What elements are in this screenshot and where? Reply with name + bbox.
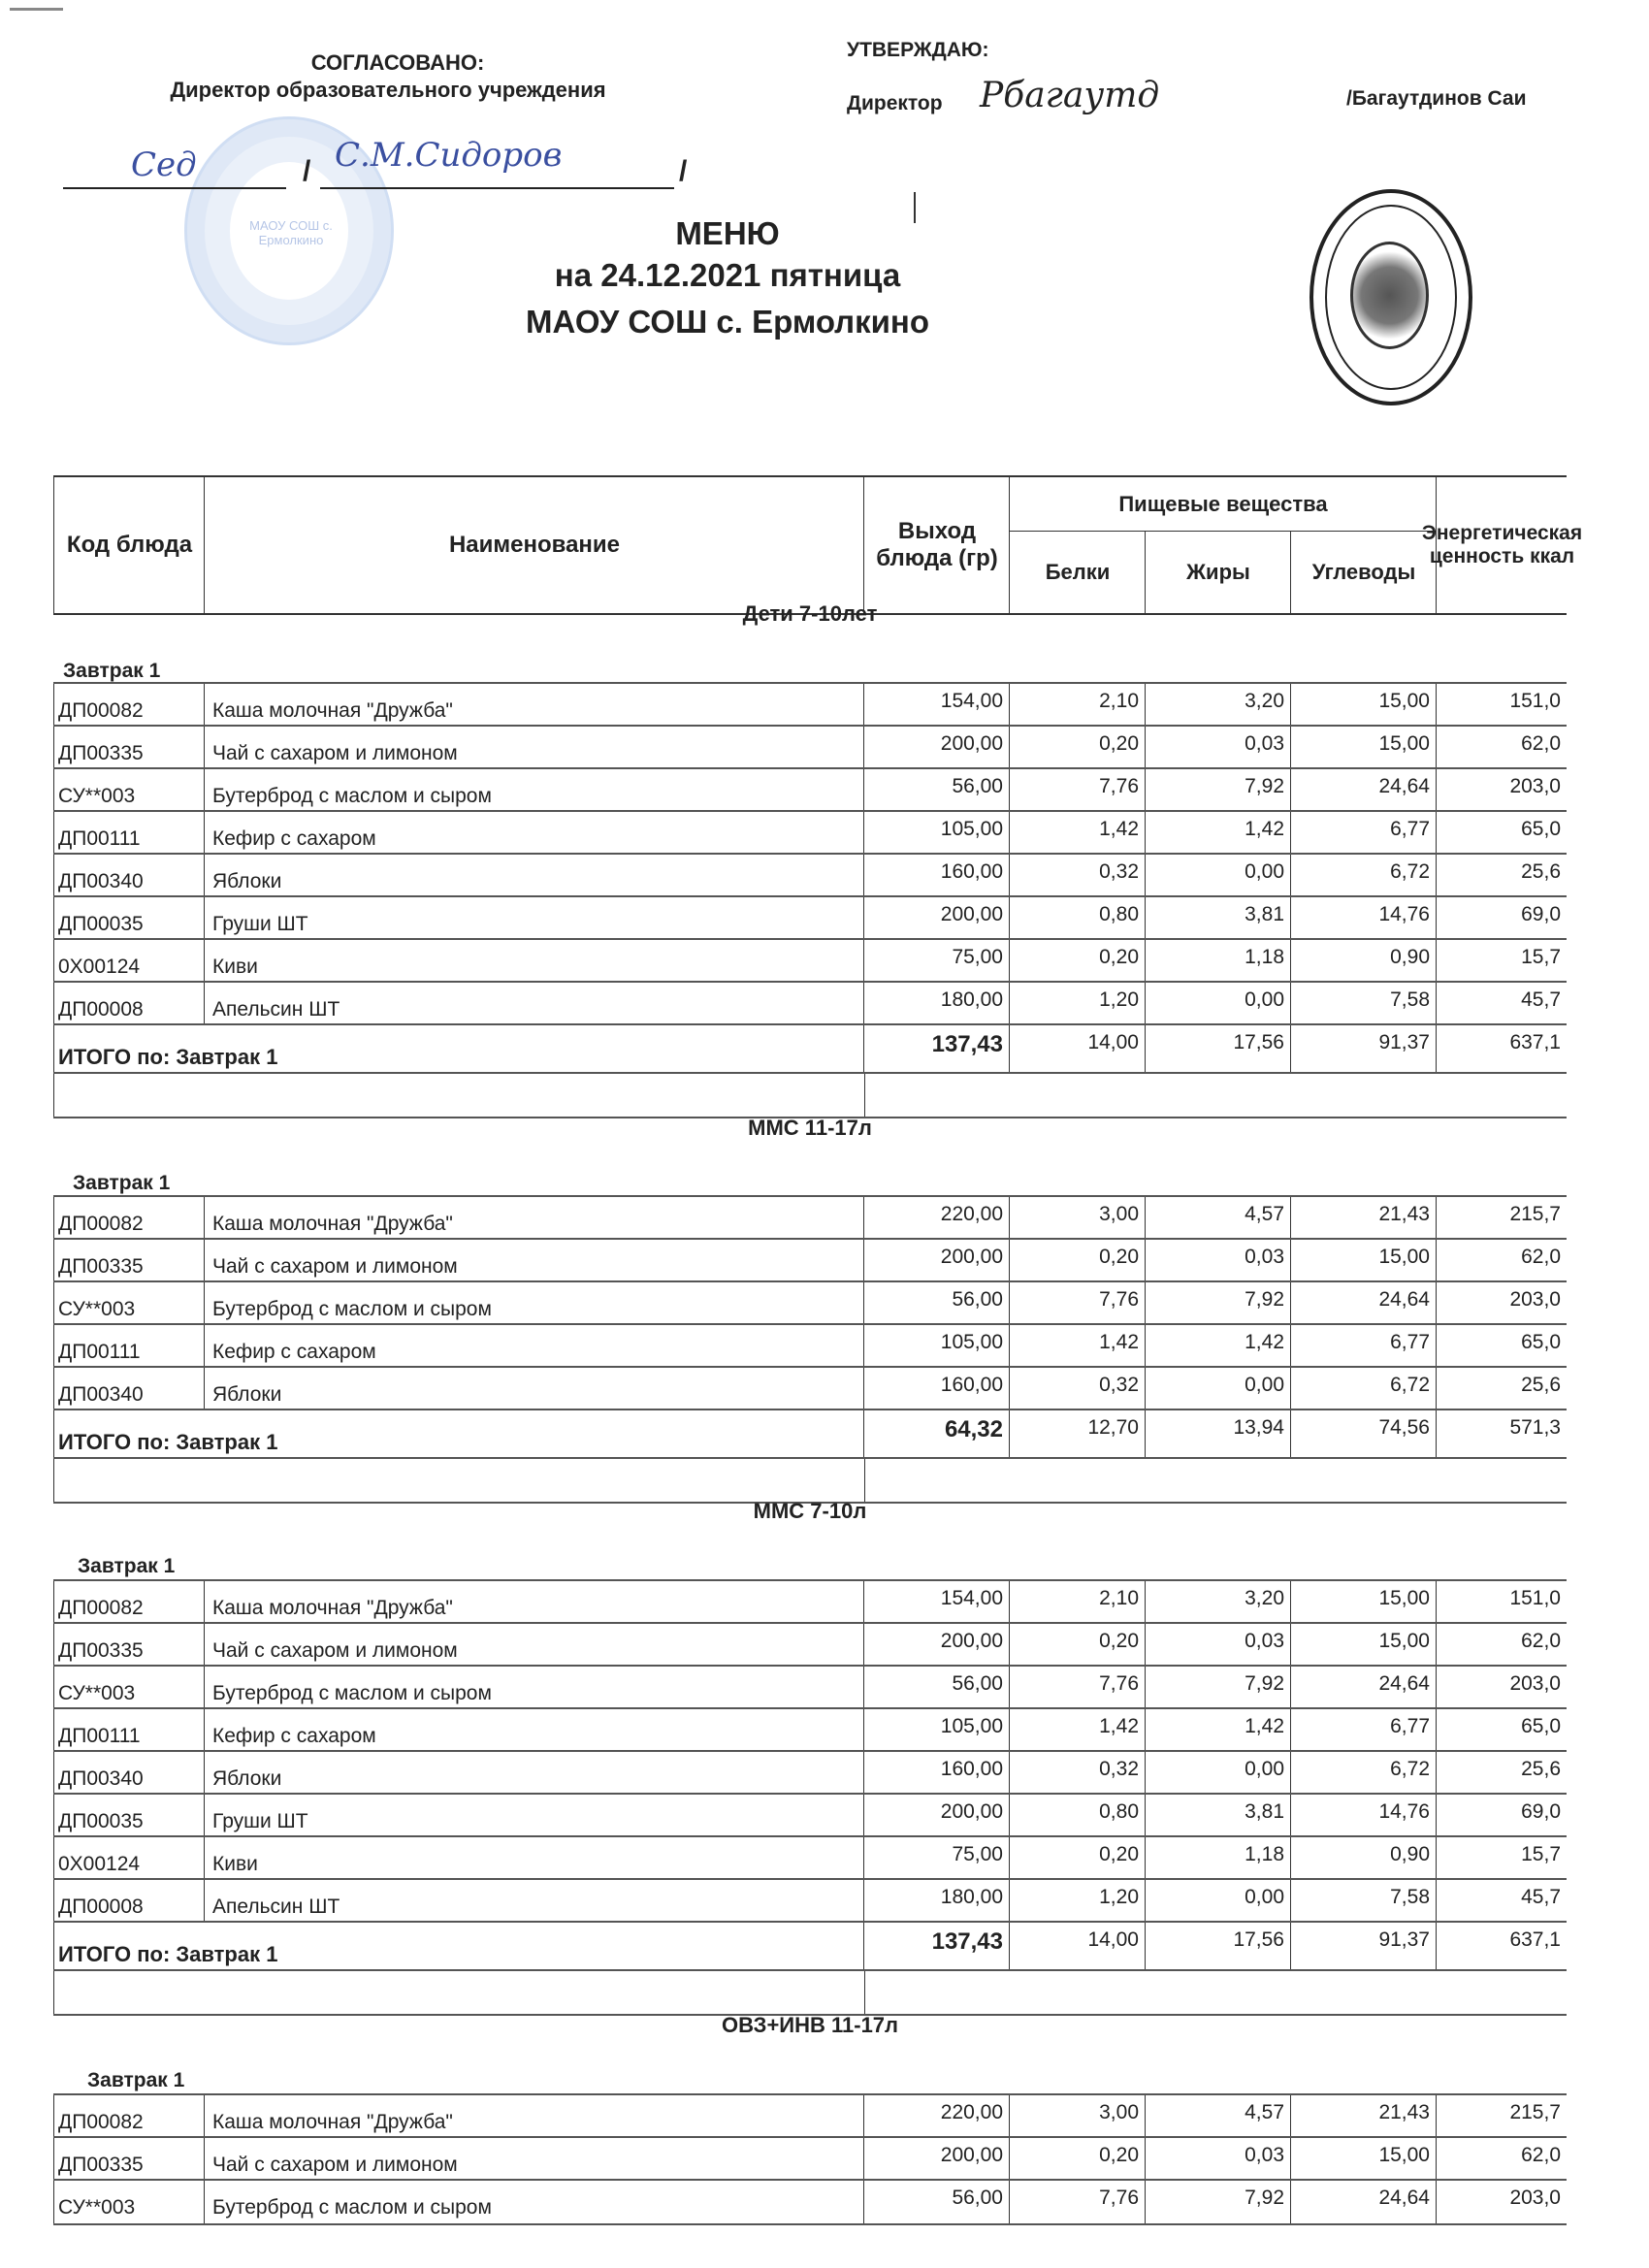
table-row — [53, 1238, 1567, 1282]
table-row — [53, 1195, 1567, 1240]
cell-energy: 215,7 — [1436, 1197, 1567, 1240]
cell-code: ДП00340 — [53, 855, 204, 897]
cell-yield: 56,00 — [863, 1667, 1009, 1709]
cell-carbs: 21,43 — [1290, 1197, 1436, 1240]
scan-mark — [10, 8, 63, 11]
cell-fat: 1,18 — [1145, 1837, 1290, 1880]
cell-carbs: 21,43 — [1290, 2095, 1436, 2138]
header-fat: Жиры — [1145, 531, 1291, 613]
cell-code: СУ**003 — [53, 1282, 204, 1325]
cell-energy: 25,6 — [1436, 1752, 1567, 1795]
confirm-role: Директор — [847, 92, 943, 114]
total-protein: 12,70 — [1009, 1410, 1145, 1459]
table-row — [53, 895, 1567, 940]
cell-name: Апельсин ШТ — [204, 983, 917, 1025]
cell-name: Груши ШТ — [204, 1795, 917, 1837]
cell-energy: 15,7 — [1436, 940, 1567, 983]
cell-name: Киви — [204, 940, 917, 983]
cell-carbs: 6,72 — [1290, 1368, 1436, 1410]
table-row — [53, 2136, 1567, 2181]
table-row — [53, 853, 1567, 897]
cell-fat: 0,03 — [1145, 1624, 1290, 1667]
group-label: ММС 7-10л — [753, 1499, 867, 1523]
cell-name: Бутерброд с маслом и сыром — [204, 1667, 917, 1709]
table-row — [53, 981, 1567, 1025]
cell-yield: 200,00 — [863, 1795, 1009, 1837]
total-yield: 137,43 — [863, 1025, 1009, 1074]
cell-energy: 25,6 — [1436, 1368, 1567, 1410]
cell-code: ДП00335 — [53, 1624, 204, 1667]
cell-name: Чай с сахаром и лимоном — [204, 727, 917, 769]
cell-fat: 0,00 — [1145, 855, 1290, 897]
cell-code: ДП00340 — [53, 1368, 204, 1410]
group-label: ММС 11-17л — [748, 1116, 872, 1140]
table-row — [53, 1323, 1567, 1368]
cell-carbs: 15,00 — [1290, 1240, 1436, 1282]
cell-fat: 1,18 — [1145, 940, 1290, 983]
cell-protein: 0,20 — [1009, 940, 1145, 983]
cell-protein: 1,42 — [1009, 1709, 1145, 1752]
cell-carbs: 24,64 — [1290, 1667, 1436, 1709]
cell-code: СУ**003 — [53, 2181, 204, 2223]
cell-energy: 151,0 — [1436, 1581, 1567, 1624]
header-protein: Белки — [1009, 531, 1146, 613]
cell-protein: 7,76 — [1009, 769, 1145, 812]
cell-carbs: 24,64 — [1290, 1282, 1436, 1325]
cell-energy: 203,0 — [1436, 1282, 1567, 1325]
cell-yield: 154,00 — [863, 1581, 1009, 1624]
cell-fat: 0,03 — [1145, 1240, 1290, 1282]
cell-code: ДП00035 — [53, 1795, 204, 1837]
cell-name: Кефир с сахаром — [204, 1325, 917, 1368]
cell-code: ДП00111 — [53, 1709, 204, 1752]
header-energy: Энергетическая ценность ккал — [1436, 477, 1568, 613]
cell-fat: 7,92 — [1145, 1667, 1290, 1709]
cell-code: ДП00008 — [53, 983, 204, 1025]
cell-code: ДП00082 — [53, 1197, 204, 1240]
cell-yield: 200,00 — [863, 897, 1009, 940]
cell-yield: 180,00 — [863, 983, 1009, 1025]
table-row — [53, 1622, 1567, 1667]
cell-fat: 7,92 — [1145, 1282, 1290, 1325]
cell-code: ДП00335 — [53, 727, 204, 769]
total-carbs: 91,37 — [1290, 1025, 1436, 1074]
cell-name: Яблоки — [204, 1752, 917, 1795]
table-row — [53, 1793, 1567, 1837]
total-label: ИТОГО по: Завтрак 1 — [53, 1025, 863, 1074]
cell-code: ДП00335 — [53, 1240, 204, 1282]
cell-energy: 203,0 — [1436, 769, 1567, 812]
cell-fat: 1,42 — [1145, 1709, 1290, 1752]
cell-fat: 7,92 — [1145, 769, 1290, 812]
cell-carbs: 0,90 — [1290, 1837, 1436, 1880]
cell-name: Яблоки — [204, 1368, 917, 1410]
cell-fat: 0,03 — [1145, 2138, 1290, 2181]
cell-carbs: 15,00 — [1290, 1581, 1436, 1624]
cell-name: Апельсин ШТ — [204, 1880, 917, 1923]
total-row — [53, 1409, 1567, 1459]
table-row — [53, 767, 1567, 812]
cell-name: Кефир с сахаром — [204, 1709, 917, 1752]
table-row — [53, 810, 1567, 855]
cell-yield: 200,00 — [863, 1240, 1009, 1282]
cell-carbs: 15,00 — [1290, 2138, 1436, 2181]
total-row — [53, 1023, 1567, 1074]
cell-energy: 203,0 — [1436, 2181, 1567, 2223]
cell-name: Яблоки — [204, 855, 917, 897]
meal-label: Завтрак 1 — [73, 1172, 171, 1194]
cell-protein: 2,10 — [1009, 684, 1145, 727]
name-line — [320, 187, 674, 189]
cell-code: ДП00008 — [53, 1880, 204, 1923]
school-name: МАОУ СОШ с. Ермолкино — [525, 304, 930, 340]
cell-code: ДП00335 — [53, 2138, 204, 2181]
total-energy: 637,1 — [1436, 1025, 1567, 1074]
cell-protein: 3,00 — [1009, 2095, 1145, 2138]
cell-fat: 0,00 — [1145, 1752, 1290, 1795]
meal-label: Завтрак 1 — [78, 1555, 176, 1577]
header-carbs: Углеводы — [1290, 531, 1437, 613]
table-header — [53, 475, 1583, 615]
cell-code: ДП00111 — [53, 1325, 204, 1368]
table-row — [53, 682, 1567, 727]
slash-separator: / — [679, 155, 688, 187]
cell-protein: 7,76 — [1009, 2181, 1145, 2223]
cell-energy: 62,0 — [1436, 1624, 1567, 1667]
official-seal-icon — [1310, 189, 1472, 405]
table-row — [53, 1835, 1567, 1880]
blank-row — [53, 1969, 1567, 2016]
total-row — [53, 1921, 1567, 1971]
cell-fat: 3,81 — [1145, 897, 1290, 940]
cell-protein: 7,76 — [1009, 1282, 1145, 1325]
cell-fat: 0,00 — [1145, 983, 1290, 1025]
total-fat: 17,56 — [1145, 1025, 1290, 1074]
cell-name: Бутерброд с маслом и сыром — [204, 769, 917, 812]
cell-name: Чай с сахаром и лимоном — [204, 2138, 917, 2181]
cell-yield: 105,00 — [863, 1709, 1009, 1752]
cell-yield: 56,00 — [863, 769, 1009, 812]
cell-energy: 215,7 — [1436, 2095, 1567, 2138]
cell-protein: 0,32 — [1009, 855, 1145, 897]
cell-carbs: 6,72 — [1290, 855, 1436, 897]
cell-energy: 45,7 — [1436, 983, 1567, 1025]
cell-fat: 3,20 — [1145, 1581, 1290, 1624]
total-yield: 137,43 — [863, 1923, 1009, 1971]
cell-fat: 0,00 — [1145, 1880, 1290, 1923]
cell-name: Каша молочная "Дружба" — [204, 684, 917, 727]
total-fat: 13,94 — [1145, 1410, 1290, 1459]
cell-energy: 25,6 — [1436, 855, 1567, 897]
cell-protein: 0,32 — [1009, 1752, 1145, 1795]
cell-yield: 200,00 — [863, 1624, 1009, 1667]
cell-code: ДП00035 — [53, 897, 204, 940]
cell-protein: 1,42 — [1009, 812, 1145, 855]
cell-energy: 65,0 — [1436, 1709, 1567, 1752]
total-fat: 17,56 — [1145, 1923, 1290, 1971]
confirm-signature: Рбагаутд — [980, 76, 1160, 115]
total-label: ИТОГО по: Завтрак 1 — [53, 1923, 863, 1971]
table-row — [53, 725, 1567, 769]
page-title: МЕНЮ — [675, 215, 780, 251]
agreed-subtitle: Директор образовательного учреждения — [170, 78, 606, 102]
cell-code: ДП00082 — [53, 684, 204, 727]
cell-name: Бутерброд с маслом и сыром — [204, 2181, 917, 2223]
cell-protein: 1,20 — [1009, 1880, 1145, 1923]
agreed-signature: Сед — [131, 146, 197, 184]
cell-name: Чай с сахаром и лимоном — [204, 1624, 917, 1667]
cell-yield: 105,00 — [863, 1325, 1009, 1368]
total-carbs: 74,56 — [1290, 1410, 1436, 1459]
header-nutrients: Пищевые вещества — [1009, 477, 1437, 532]
group-label: Дети 7-10лет — [742, 601, 878, 626]
cell-fat: 1,42 — [1145, 812, 1290, 855]
total-label: ИТОГО по: Завтрак 1 — [53, 1410, 863, 1459]
cell-protein: 0,20 — [1009, 727, 1145, 769]
slash-separator: / — [303, 155, 311, 187]
table-row — [53, 1665, 1567, 1709]
cell-carbs: 6,77 — [1290, 1325, 1436, 1368]
header-yield: Выход блюда (гр) — [863, 477, 1010, 613]
cell-protein: 0,20 — [1009, 1624, 1145, 1667]
meal-label: Завтрак 1 — [87, 2069, 185, 2091]
signature-line — [63, 187, 286, 189]
cell-yield: 56,00 — [863, 1282, 1009, 1325]
total-energy: 571,3 — [1436, 1410, 1567, 1459]
cell-yield: 160,00 — [863, 1752, 1009, 1795]
cell-carbs: 14,76 — [1290, 897, 1436, 940]
total-energy: 637,1 — [1436, 1923, 1567, 1971]
cell-carbs: 24,64 — [1290, 769, 1436, 812]
cell-name: Киви — [204, 1837, 917, 1880]
cell-protein: 0,20 — [1009, 1240, 1145, 1282]
cell-code: ДП00111 — [53, 812, 204, 855]
table-row — [53, 1878, 1567, 1923]
confirm-name: /Багаутдинов Саи — [1346, 87, 1527, 110]
cell-carbs: 14,76 — [1290, 1795, 1436, 1837]
cell-energy: 45,7 — [1436, 1880, 1567, 1923]
cell-yield: 154,00 — [863, 684, 1009, 727]
table-row — [53, 1750, 1567, 1795]
table-row — [53, 1280, 1567, 1325]
cell-protein: 2,10 — [1009, 1581, 1145, 1624]
cell-carbs: 6,72 — [1290, 1752, 1436, 1795]
cell-name: Каша молочная "Дружба" — [204, 1581, 917, 1624]
cell-yield: 75,00 — [863, 1837, 1009, 1880]
cell-code: СУ**003 — [53, 769, 204, 812]
cell-yield: 200,00 — [863, 727, 1009, 769]
cell-carbs: 15,00 — [1290, 727, 1436, 769]
header-name: Наименование — [204, 477, 864, 613]
total-yield: 64,32 — [863, 1410, 1009, 1459]
cell-carbs: 6,77 — [1290, 812, 1436, 855]
cell-energy: 62,0 — [1436, 1240, 1567, 1282]
cell-yield: 220,00 — [863, 2095, 1009, 2138]
cell-energy: 151,0 — [1436, 684, 1567, 727]
cell-fat: 7,92 — [1145, 2181, 1290, 2223]
cell-fat: 1,42 — [1145, 1325, 1290, 1368]
cell-protein: 1,20 — [1009, 983, 1145, 1025]
cell-yield: 75,00 — [863, 940, 1009, 983]
table-row — [53, 1366, 1567, 1410]
cell-fat: 3,20 — [1145, 684, 1290, 727]
cell-name: Каша молочная "Дружба" — [204, 1197, 917, 1240]
page-date: на 24.12.2021 пятница — [554, 257, 901, 293]
blank-row — [53, 1072, 1567, 1118]
cell-code: 0Х00124 — [53, 940, 204, 983]
cell-yield: 56,00 — [863, 2181, 1009, 2223]
table-row — [53, 2093, 1567, 2138]
table-row — [53, 1579, 1567, 1624]
meal-label: Завтрак 1 — [63, 660, 161, 682]
cell-name: Каша молочная "Дружба" — [204, 2095, 917, 2138]
cell-fat: 0,03 — [1145, 727, 1290, 769]
cell-name: Бутерброд с маслом и сыром — [204, 1282, 917, 1325]
cell-protein: 0,80 — [1009, 1795, 1145, 1837]
cell-protein: 0,20 — [1009, 2138, 1145, 2181]
cell-carbs: 7,58 — [1290, 1880, 1436, 1923]
cell-protein: 1,42 — [1009, 1325, 1145, 1368]
cell-yield: 160,00 — [863, 1368, 1009, 1410]
cell-protein: 0,32 — [1009, 1368, 1145, 1410]
blue-stamp-text: МАОУ СОШ с. Ермолкино — [249, 218, 333, 247]
cell-yield: 220,00 — [863, 1197, 1009, 1240]
cell-code: СУ**003 — [53, 1667, 204, 1709]
cell-fat: 0,00 — [1145, 1368, 1290, 1410]
cell-code: ДП00082 — [53, 2095, 204, 2138]
total-carbs: 91,37 — [1290, 1923, 1436, 1971]
table-row — [53, 1707, 1567, 1752]
cell-carbs: 7,58 — [1290, 983, 1436, 1025]
cell-yield: 180,00 — [863, 1880, 1009, 1923]
cell-name: Груши ШТ — [204, 897, 917, 940]
cell-yield: 105,00 — [863, 812, 1009, 855]
cell-code: ДП00082 — [53, 1581, 204, 1624]
cell-energy: 62,0 — [1436, 727, 1567, 769]
cell-carbs: 0,90 — [1290, 940, 1436, 983]
cell-carbs: 15,00 — [1290, 684, 1436, 727]
confirm-title: УТВЕРЖДАЮ: — [847, 39, 989, 61]
cell-energy: 203,0 — [1436, 1667, 1567, 1709]
cell-protein: 0,80 — [1009, 897, 1145, 940]
blank-row — [53, 1457, 1567, 1504]
cell-carbs: 24,64 — [1290, 2181, 1436, 2223]
agreed-name-handwritten: С.М.Сидоров — [335, 136, 563, 175]
group-label: ОВЗ+ИНВ 11-17л — [721, 2013, 899, 2037]
cell-carbs: 15,00 — [1290, 1624, 1436, 1667]
cell-protein: 3,00 — [1009, 1197, 1145, 1240]
total-protein: 14,00 — [1009, 1923, 1145, 1971]
cell-name: Кефир с сахаром — [204, 812, 917, 855]
cell-protein: 7,76 — [1009, 1667, 1145, 1709]
table-row — [53, 938, 1567, 983]
agreed-title: СОГЛАСОВАНО: — [310, 50, 485, 75]
cell-fat: 4,57 — [1145, 1197, 1290, 1240]
cell-energy: 65,0 — [1436, 1325, 1567, 1368]
table-row — [53, 2179, 1567, 2225]
cell-code: 0Х00124 — [53, 1837, 204, 1880]
cell-energy: 69,0 — [1436, 1795, 1567, 1837]
cell-fat: 4,57 — [1145, 2095, 1290, 2138]
cell-name: Чай с сахаром и лимоном — [204, 1240, 917, 1282]
cell-energy: 65,0 — [1436, 812, 1567, 855]
cell-yield: 160,00 — [863, 855, 1009, 897]
cell-code: ДП00340 — [53, 1752, 204, 1795]
cell-carbs: 6,77 — [1290, 1709, 1436, 1752]
total-protein: 14,00 — [1009, 1025, 1145, 1074]
cell-energy: 62,0 — [1436, 2138, 1567, 2181]
cell-yield: 200,00 — [863, 2138, 1009, 2181]
cell-protein: 0,20 — [1009, 1837, 1145, 1880]
cell-fat: 3,81 — [1145, 1795, 1290, 1837]
cell-energy: 69,0 — [1436, 897, 1567, 940]
header-code: Код блюда — [53, 477, 205, 613]
cell-energy: 15,7 — [1436, 1837, 1567, 1880]
